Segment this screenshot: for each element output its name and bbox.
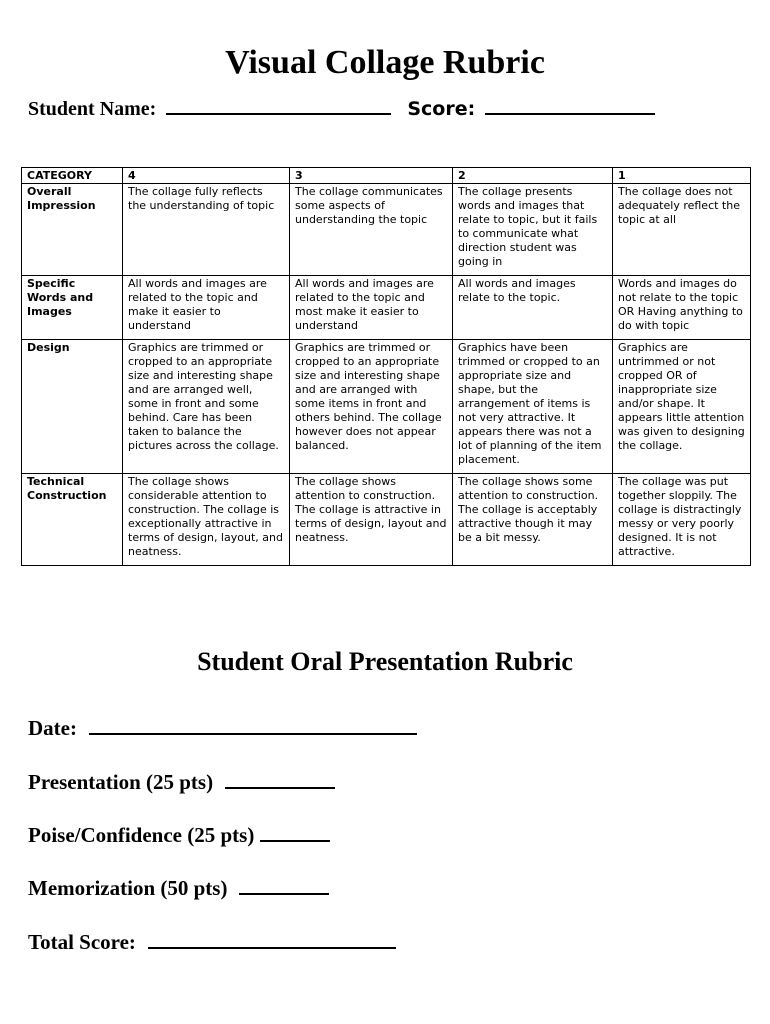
presentation-row [28, 770, 335, 795]
table-cell: Graphics are untrimmed or not cropped OR of inappropriate size and/or shape. It appears little attention was given to designing the collage. [613, 340, 751, 474]
category-cell: Overall Impression [22, 184, 123, 276]
table-cell: The collage presents words and images that relate to topic, but it fails to communicate what direction student was going in [453, 184, 613, 276]
student-name-blank[interactable] [166, 112, 391, 115]
category-cell: Specific Words and Images [22, 276, 123, 340]
date-blank[interactable] [89, 732, 417, 735]
student-name-label: Student Name: [28, 98, 157, 120]
table-cell: The collage does not adequately reflect the topic at all [613, 184, 751, 276]
header-score-3: 3 [290, 168, 453, 184]
header-score-4: 4 [123, 168, 290, 184]
table-cell: The collage shows some attention to construction. The collage is acceptably attractive though it may be a bit messy. [453, 474, 613, 566]
page-title: Visual Collage Rubric [225, 44, 545, 81]
date-label: Date: [28, 716, 77, 740]
memorization-label: Memorization (50 pts) [28, 876, 228, 900]
table-cell: The collage fully reflects the understanding of topic [123, 184, 290, 276]
poise-label: Poise/Confidence (25 pts) [28, 823, 255, 847]
table-row [22, 340, 751, 474]
table-cell: The collage communicates some aspects of understanding the topic [290, 184, 453, 276]
category-cell: Technical Construction [22, 474, 123, 566]
table-cell: Graphics are trimmed or cropped to an appropriate size and interesting shape and are arranged well, some in front and some behind. Care has been taken to balance the pictures across the collage. [123, 340, 290, 474]
table-row [22, 184, 751, 276]
total-score-blank[interactable] [148, 946, 396, 949]
table-cell: Graphics are trimmed or cropped to an appropriate size and interesting shape and are arranged with some items in front and others behind. The collage however does not appear balanced. [290, 340, 453, 474]
table-cell: The collage shows considerable attention to construction. The collage is exceptionally attractive in terms of design, layout, and neatness. [123, 474, 290, 566]
table-cell: The collage shows attention to construction. The collage is attractive in terms of design, layout and neatness. [290, 474, 453, 566]
memorization-row [28, 876, 329, 901]
table-cell: Graphics have been trimmed or cropped to an appropriate size and shape, but the arrangement of items is not very attractive. It appears there was not a lot of planning of the item placement. [453, 340, 613, 474]
table-cell: The collage was put together sloppily. The collage is distractingly messy or very poorly designed. It is not attractive. [613, 474, 751, 566]
header-score-2: 2 [453, 168, 613, 184]
table-cell: All words and images are related to the topic and most make it easier to understand [290, 276, 453, 340]
table-cell: All words and images are related to the topic and make it easier to understand [123, 276, 290, 340]
table-header-row [22, 168, 751, 184]
date-row [28, 716, 417, 741]
presentation-label: Presentation (25 pts) [28, 770, 214, 794]
presentation-blank[interactable] [225, 786, 335, 789]
total-score-row [28, 930, 396, 955]
collage-rubric-table [21, 167, 751, 566]
table-cell: All words and images relate to the topic. [453, 276, 613, 340]
poise-blank[interactable] [260, 839, 330, 842]
category-cell: Design [22, 340, 123, 474]
table-cell: Words and images do not relate to the topic OR Having anything to do with topic [613, 276, 751, 340]
student-name-score-row [28, 98, 655, 128]
poise-row [28, 823, 330, 848]
header-category: CATEGORY [22, 168, 123, 184]
table-row [22, 474, 751, 566]
score-blank[interactable] [485, 112, 655, 115]
score-label: Score: [407, 98, 476, 120]
header-score-1: 1 [613, 168, 751, 184]
total-score-label: Total Score: [28, 930, 136, 954]
memorization-blank[interactable] [239, 892, 329, 895]
table-row [22, 276, 751, 340]
oral-rubric-title: Student Oral Presentation Rubric [197, 647, 573, 676]
